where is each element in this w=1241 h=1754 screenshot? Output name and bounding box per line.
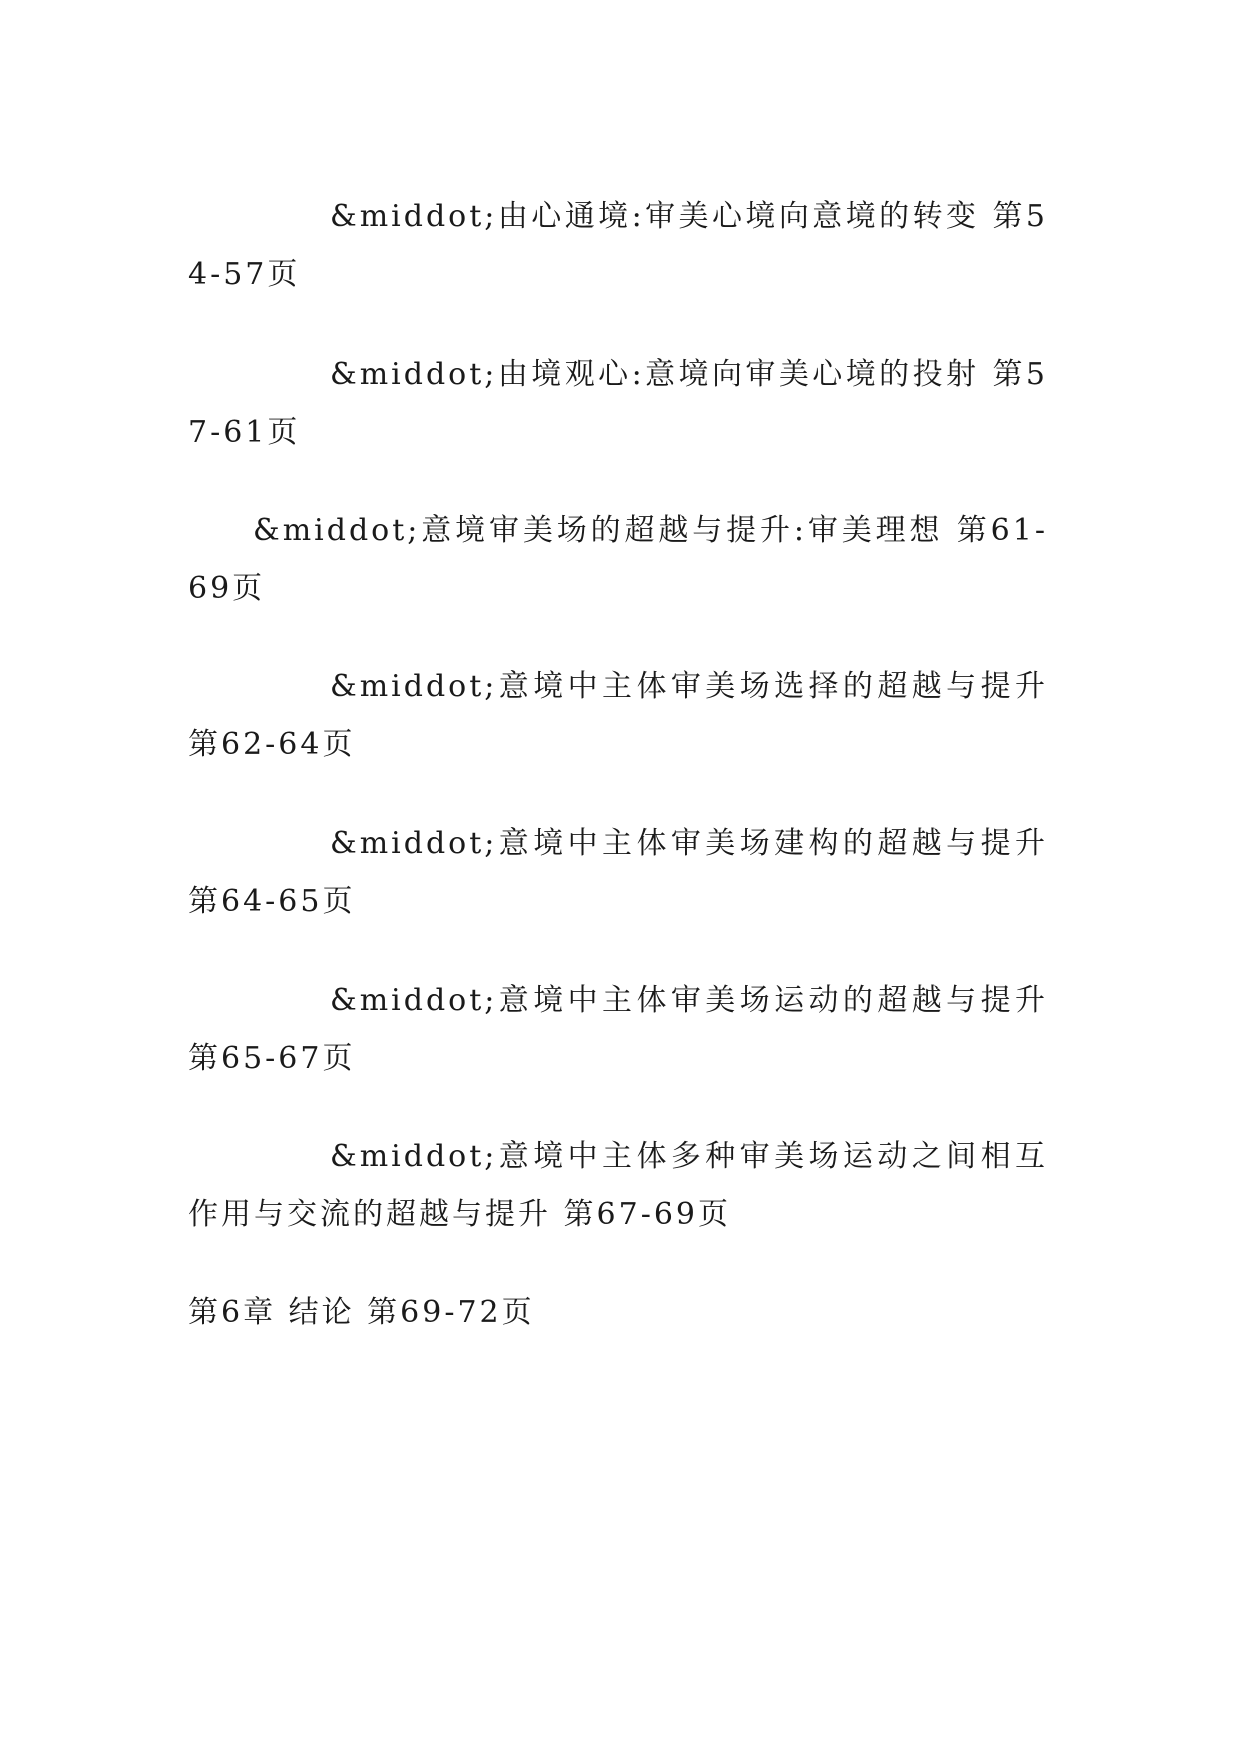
toc-entry: 第6章 结论 第69-72页 bbox=[188, 1295, 535, 1330]
toc-entry: &middot;意境审美场的超越与提升:审美理想 第61-69页 bbox=[188, 513, 1048, 606]
toc-entry: &middot;由心通境:审美心境向意境的转变 第54-57页 bbox=[188, 199, 1048, 292]
toc-entry: &middot;意境中主体审美场建构的超越与提升 第64-65页 bbox=[188, 826, 1048, 919]
toc-entry: &middot;意境中主体多种审美场运动之间相互作用与交流的超越与提升 第67-69页 bbox=[188, 1139, 1048, 1232]
toc-entry: &middot;意境中主体审美场运动的超越与提升 第65-67页 bbox=[188, 983, 1048, 1076]
toc-entry: &middot;由境观心:意境向审美心境的投射 第57-61页 bbox=[188, 357, 1048, 450]
toc-entry: &middot;意境中主体审美场选择的超越与提升 第62-64页 bbox=[188, 669, 1048, 762]
